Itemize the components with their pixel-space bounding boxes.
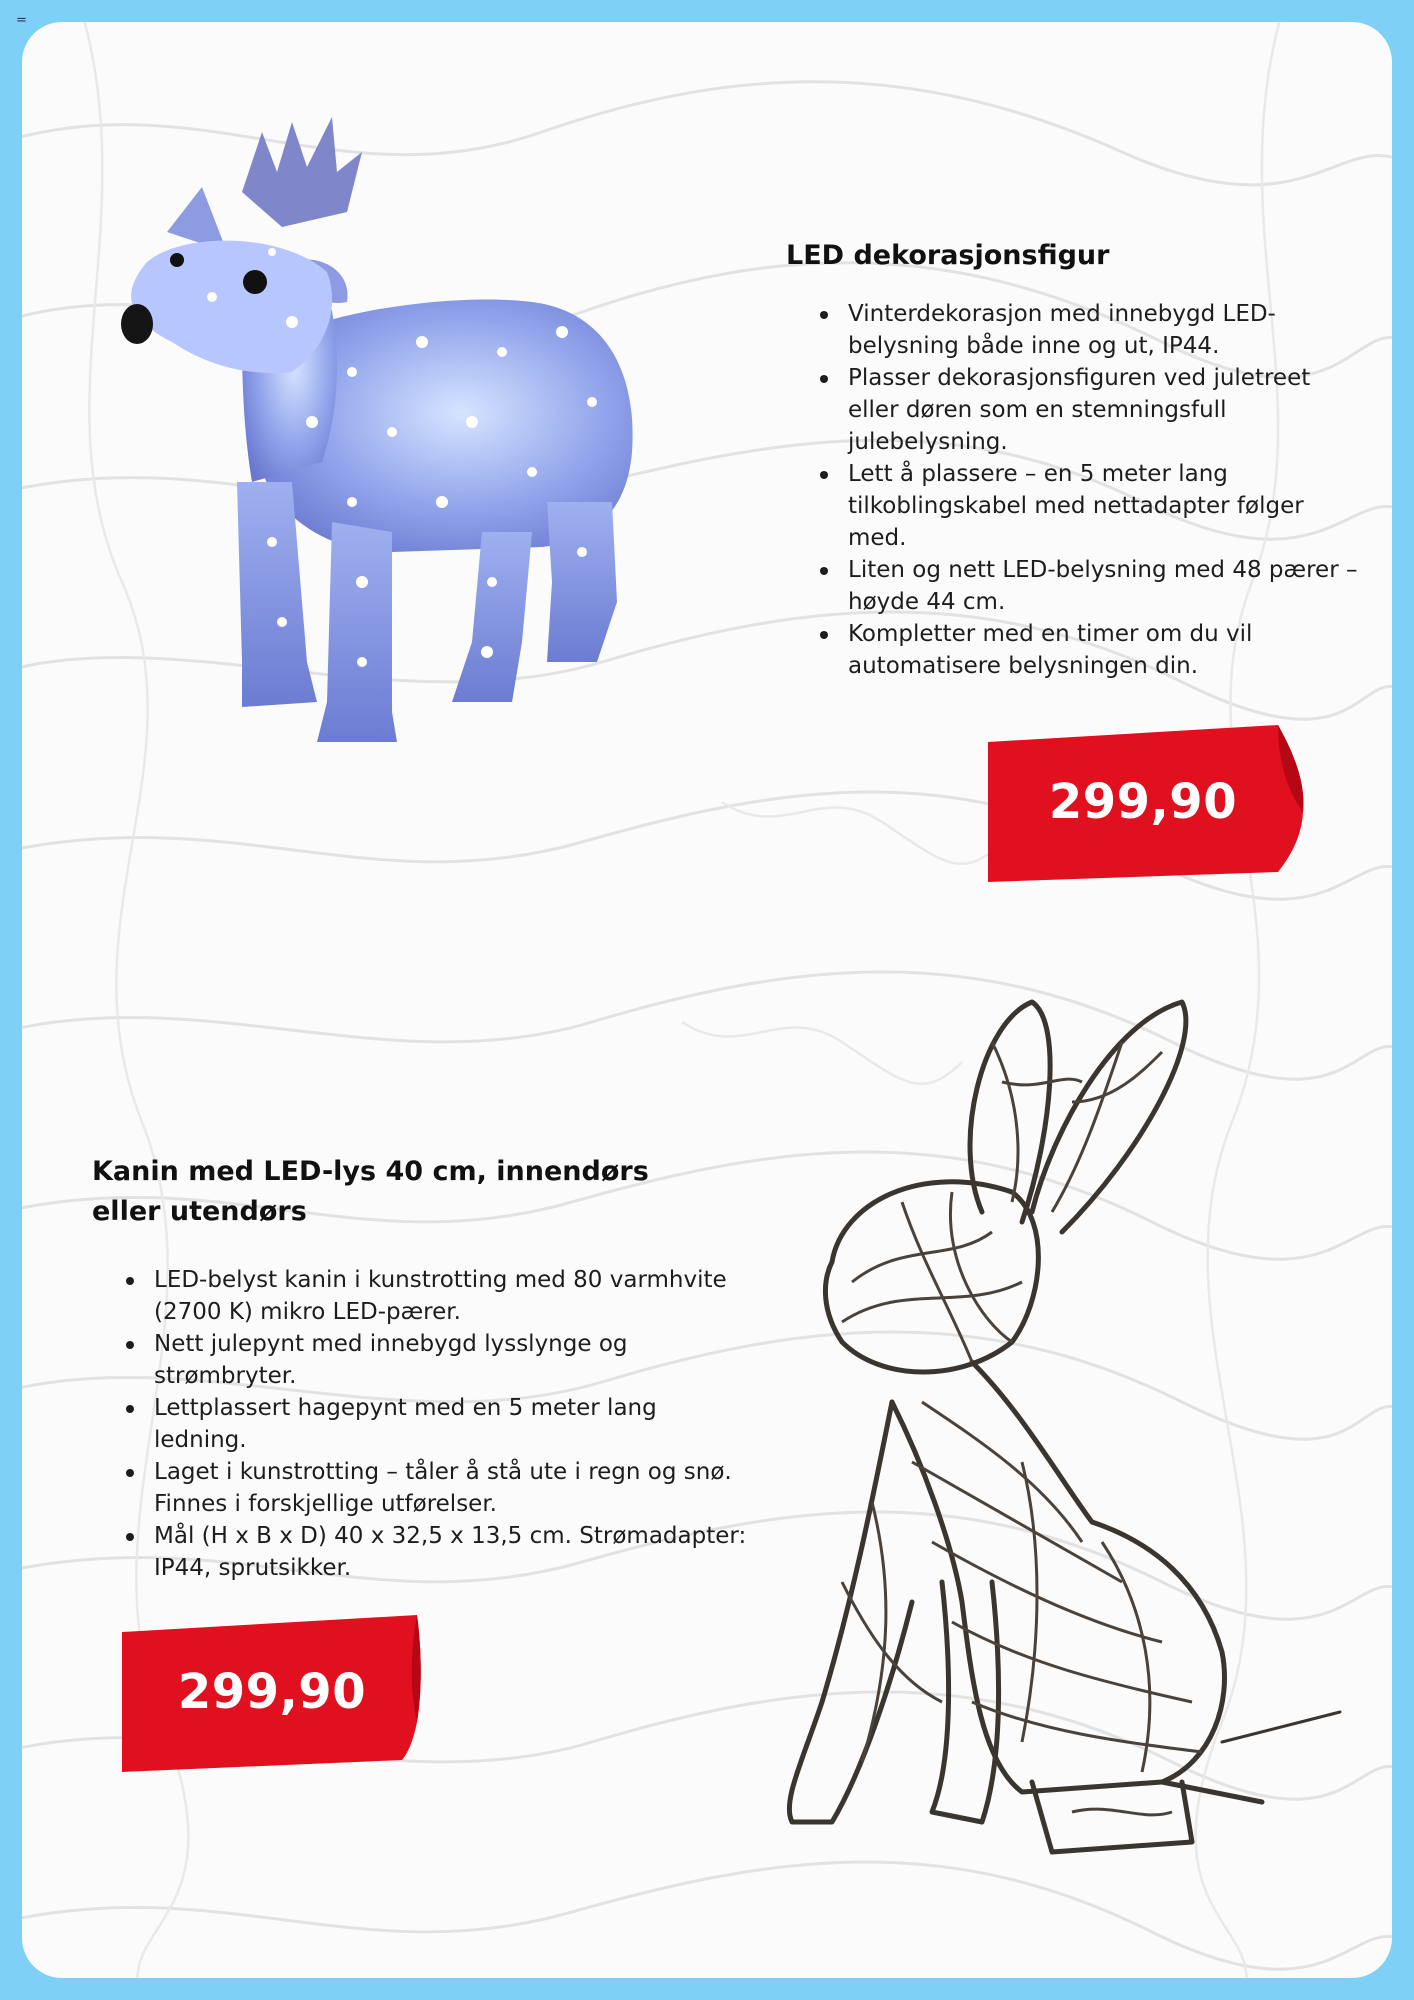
feature-item: Liten og nett LED-belysning med 48 pærer – høyde 44 cm.	[848, 554, 1368, 618]
price-tag	[988, 722, 1328, 882]
feature-item: Vinterdekorasjon med innebygd LED-belysning både inne og ut, IP44.	[848, 298, 1368, 362]
feature-item: Lettplassert hagepynt med en 5 meter lang ledning.	[154, 1392, 754, 1456]
feature-item: Mål (H x B x D) 40 x 32,5 x 13,5 cm. Strømadapter: IP44, sprutsikker.	[154, 1520, 754, 1584]
feature-item: Nett julepynt med innebygd lysslynge og strømbryter.	[154, 1328, 754, 1392]
feature-list	[806, 298, 1368, 682]
reindeer-figure-image	[92, 102, 732, 742]
product-title: Kanin med LED-lys 40 cm, innendørs eller utendørs	[92, 1156, 649, 1227]
flyer-page	[22, 22, 1392, 1978]
price-value: 299,90	[177, 1664, 367, 1720]
product-title: LED dekorasjonsfigur	[786, 240, 1110, 271]
feature-item: Lett å plassere – en 5 meter lang tilkoblingskabel med nettadapter følger med.	[848, 458, 1368, 554]
feature-list	[112, 1264, 754, 1584]
feature-item: Laget i kunstrotting – tåler å stå ute i regn og snø. Finnes i forskjellige utførelser.	[154, 1456, 754, 1520]
price-tag	[122, 1612, 452, 1772]
price-value: 299,90	[1048, 774, 1238, 830]
feature-item: Kompletter med en timer om du vil automatisere belysningen din.	[848, 618, 1368, 682]
feature-item: Plasser dekorasjonsfiguren ved juletreet eller døren som en stemningsfull julebelysning.	[848, 362, 1368, 458]
corner-mark: =	[16, 13, 27, 28]
rabbit-figure-image	[722, 982, 1342, 1882]
feature-item: LED-belyst kanin i kunstrotting med 80 varmhvite (2700 K) mikro LED-pærer.	[154, 1264, 754, 1328]
